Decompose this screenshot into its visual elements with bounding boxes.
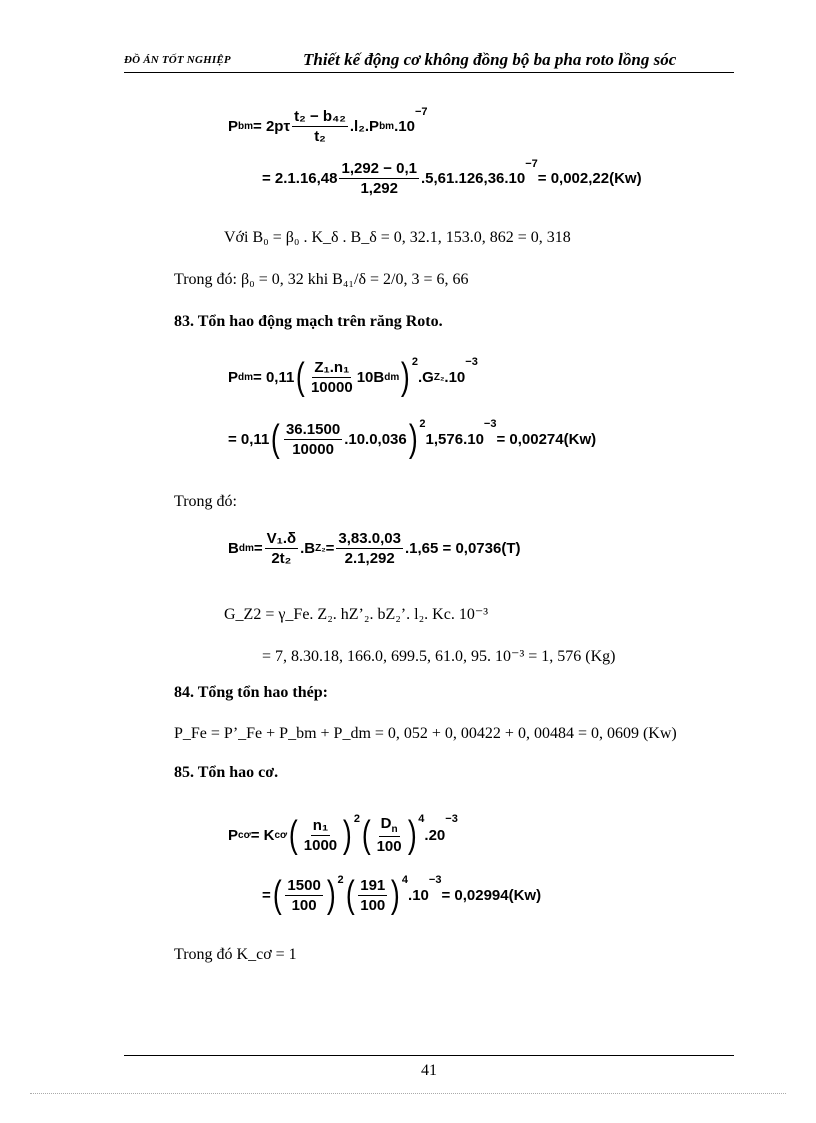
heading-84: 84. Tổng tổn hao thép: <box>174 684 328 701</box>
page-edge-dotted-line <box>30 1093 786 1094</box>
text-trong-do-beta: Trong đó: β₀ = 0, 32 khi B₄₁/δ = 2/0, 3 = 6, 66 <box>174 271 469 288</box>
heading-83: 83. Tổn hao động mạch trên răng Roto. <box>174 313 443 330</box>
equation-pco-formula: P cơ = K cơ ( $\frac{\text{n₁}}{1000}$ ) 2 ( $\frac{D_n}{100}$ ) 4 .20 −3 <box>228 813 458 856</box>
equation-bdm: B dm = $\frac{\text{V₁.δ}}{\text{2t₂}}$ .B Z₂ = $\frac{3,83.0,03}{2.1,292}$ .1,65 = 0,0736(T) <box>228 530 521 567</box>
text-pfe: P_Fe = P’_Fe + P_bm + P_dm = 0, 052 + 0, 00422 + 0, 00484 = 0, 0609 (Kw) <box>174 725 677 742</box>
text-voi-b0: Với B₀ = β₀ . K_δ . B_δ = 0, 32.1, 153.0, 862 = 0, 318 <box>224 229 571 246</box>
header-title: Thiết kế động cơ không đồng bộ ba pha roto lồng sóc <box>303 50 677 69</box>
text-gz2-formula: G_Z2 = γ_Fe. Z₂. hZ’₂. bZ₂’. l₂. Kc. 10⁻³ <box>224 606 489 623</box>
text-trong-do: Trong đó: <box>174 493 237 510</box>
heading-85: 85. Tổn hao cơ. <box>174 764 279 781</box>
page-number: 41 <box>421 1062 437 1079</box>
footer-rule <box>124 1055 734 1056</box>
equation-pdm-value: = 0,11 ( $\frac{36.1500}{10000}$ .10.0,036 ) 2 1,576.10 −3 = 0,00274(Kw) <box>228 418 597 460</box>
text-gz2-value: = 7, 8.30.18, 166.0, 699.5, 61.0, 95. 10⁻³ = 1, 576 (Kg) <box>262 648 616 665</box>
equation-pco-value: = ( $\frac{1500}{100}$ ) 2 ( $\frac{191}{100}$ ) 4 .10 −3 = 0,02994(Kw) <box>262 874 542 916</box>
equation-pbm-value: = 2.1.16,48 $\frac{1,292 - 0,1}{1,292}$ .5,61.126,36.10 −7 = 0,002,22(Kw) <box>262 158 642 197</box>
equation-pbm-formula: P bm = 2pτ $\frac{\text{t₂ − b₄₂}}{\text{t₂}}$ .l₂.P bm .10 −7 <box>228 106 428 145</box>
header-rule <box>124 72 734 73</box>
header-left: ĐỒ ÁN TỐT NGHIỆP <box>124 54 231 66</box>
equation-pdm-formula: P dm = 0,11 ( $\frac{\text{Z₁.n₁}}{10000}$ 10B dm ) 2 .G Z₂ .10 −3 <box>228 356 478 398</box>
text-trong-do-kco: Trong đó K_cơ = 1 <box>174 946 297 963</box>
